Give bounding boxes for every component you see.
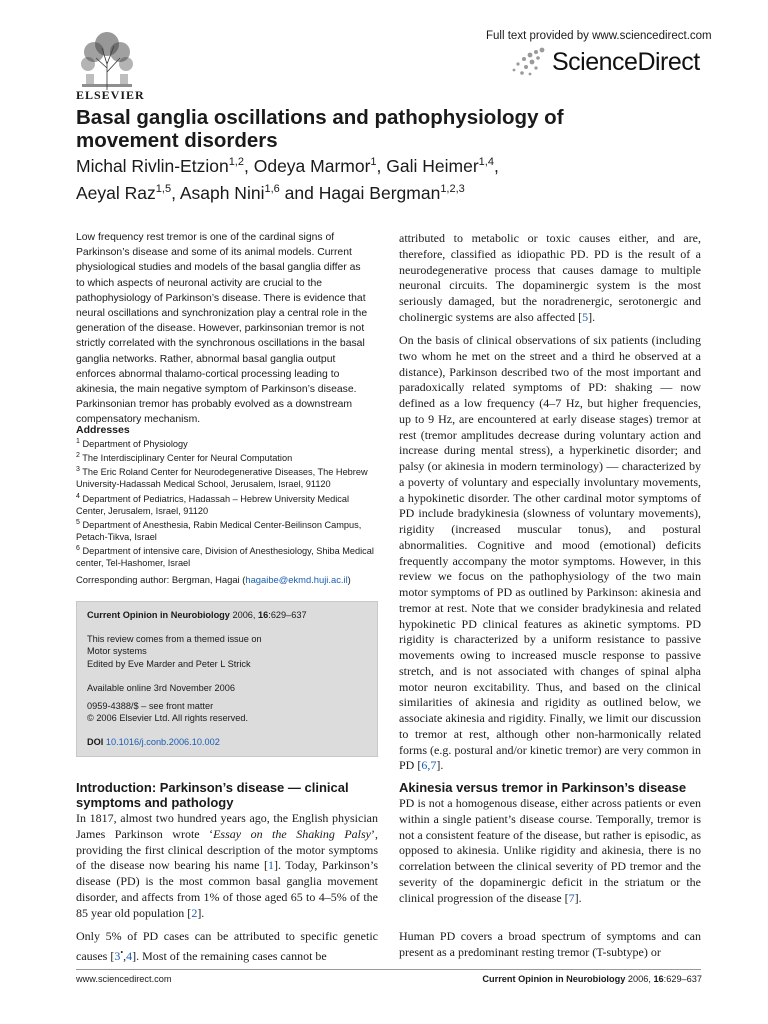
text: PD is not a homogenous disease, either across patients or even within a single patient’s disease course. Temporally, tremor is not a consistent feature of the disease, but rather is episodic, as opposed to akinesia. Unlike rigidity and akinesia, there is no correlation between the clinical severity of PD tremor and the severity of the dopaminergic deficit in the striatum or the clinical progression of the disease [ [399,796,701,905]
author-name: Odeya Marmor [253,155,371,176]
info-year: 2006, [229,610,259,620]
citation-star: • [120,947,124,957]
author-affiliation: 1,6 [264,182,280,195]
info-editors: Edited by Eve Marder and Peter L Strick [87,658,251,669]
citation-link[interactable]: 2 [191,905,198,920]
sciencedirect-brand: ScienceDirect [552,48,700,76]
author-separator: , [243,155,254,176]
address-item [76,543,376,569]
right-paragraph-2 [399,333,701,774]
right-paragraph-1 [399,231,701,326]
intro-paragraph-1 [76,811,378,921]
info-copyright: © 2006 Elsevier Ltd. All rights reserved. [87,713,248,724]
publisher-name: ELSEVIER [76,88,145,102]
author-separator: and [279,182,319,203]
author-separator: , [171,182,180,203]
doi-link[interactable]: 10.1016/j.conb.2006.10.002 [105,737,220,748]
author-name: Asaph Nini [179,182,265,203]
info-journal: Current Opinion in Neurobiology [87,610,230,620]
author-affiliation: 1,2 [228,156,244,168]
info-themed-topic: Motor systems [87,646,147,657]
corresponding-label: Corresponding author: Bergman, Hagai ( [76,574,246,585]
author-name: Gali Heimer [386,155,479,176]
citation-link[interactable]: 3 [114,948,121,963]
footer-volume: 16 [653,974,664,984]
corresponding-close: ) [347,574,351,585]
address-text: The Interdisciplinary Center for Neural Computation [82,453,293,464]
text: ]. [574,890,582,905]
address-item [76,450,376,464]
info-doi-line [87,736,367,748]
citation-link[interactable]: 7 [568,890,575,905]
address-number: 6 [76,545,80,553]
author-affiliation: 1,2,3 [440,182,465,195]
address-text: Department of intensive care, Division of Anesthesiology, Shiba Medical center, Tel-Hashomer, Israel [76,546,374,569]
author-separator: , [493,155,499,176]
text: attributed to metabolic or toxic causes either, and are, therefore, classified as idiopathic PD. PD is the result of a neurodegenerative process that causes damage to multiple neuronal circuits. The dopaminergic system is the most seriously damaged, but the noradrenergic, serotonergic and cholinergic systems are also affected [ [399,231,701,324]
address-number: 3 [76,466,80,474]
address-item [76,517,376,543]
corresponding-email-link[interactable]: hagaibe@ekmd.huji.ac.il [245,574,348,585]
author-name: Michal Rivlin-Etzion [76,155,229,176]
text: ]. [588,309,596,324]
text: On the basis of clinical observations of six patients (including two whom he met on the street and a third he observed at a distance), Parkinson described two of the most important and paradoxically related symptoms of PD: shaking — now defined as a low frequency (4–7 Hz, but higher frequencies, up to 9 Hz, are encountered at early disease stages) tremor at rest (tremor amplitudes decrease during voluntary action and increase during mental stress), a hyperkinetic disorder; and palsy (or akinesia in modern terminology) — characterized by a poverty of voluntary and especially involuntary movements, a hypokinetic disorder. The other cardinal motor symptoms of PD include bradykinesia (slowness of voluntary movements), rigidity (increased muscular tonus), and postural abnormalities. Cognitive and mood (emotional) deficits frequently accompany the motor symptoms. However, in this review we focus on the pathophysiology of the two main motor symptoms of PD as outlined by Parkinson: akinesia and tremor at rest. Note that we consider bradykinesia and related hypokinetic PD clinical features as akinetic symptoms. PD rigidity is characterized by a uniform resistance to passive movements owing to increased muscle response to passive stretch, and is not associated with changes of spinal alpha motor neuron excitability. Thus, and based on the clinical similarities of akinesia and rigidity as outlined below, we associate akinesia and rigidity. Finally, we limit our discussion to tremor at rest, although other non-harmonically related forms (e.g. postural and/or kinetic tremor) are very common in PD [ [399,333,701,773]
addresses-heading: Addresses [76,424,130,436]
author-name: Aeyal Raz [76,182,156,203]
author-separator: , [376,155,387,176]
text: ]. Today, Parkinson’s disease (PD) is the most common basal ganglia movement disorder, and affects from 1% of those aged 65 to 4–5% of the 85 year old population [ [76,858,378,920]
text: ]. Most of the remaining cases cannot be [132,948,327,963]
address-number: 2 [76,452,80,460]
akinesia-heading: Akinesia versus tremor in Parkinson’s disease [399,780,687,795]
essay-title: Essay on the Shaking Palsy [213,826,371,841]
intro-paragraph-2 [76,929,378,965]
text: , [123,948,127,963]
footer-divider [76,969,701,970]
intro-heading: Introduction: Parkinson’s disease — clinical symptoms and pathology [76,780,349,810]
address-number: 1 [76,438,80,445]
citation-link[interactable]: 6,7 [421,758,437,773]
article-info-box [76,601,378,757]
address-text: Department of Anesthesia, Rabin Medical Center-Beilinson Campus, Petach-Tikva, Israel [76,519,362,542]
address-item [76,464,376,490]
text: Only 5% of PD cases can be attributed to specific genetic causes [ [76,929,378,963]
address-text: Department of Physiology [82,439,188,450]
article-title: Basal ganglia oscillations and pathophysiology of movement disorders [76,106,564,152]
address-item [76,436,376,450]
author-affiliation: 1,4 [478,156,494,168]
author-affiliation: 1 [370,156,377,168]
citation-link[interactable]: 4 [126,948,133,963]
author-name: Hagai Bergman [318,182,441,203]
full-text-provided-note[interactable]: Full text provided by www.sciencedirect.com [486,30,712,42]
info-available: Available online 3rd November 2006 [87,682,235,693]
info-doi-label: DOI [87,737,106,748]
footer-citation [476,974,702,984]
text: ]. [197,905,205,920]
address-number: 5 [76,518,80,526]
address-text: The Eric Roland Center for Neurodegenerative Diseases, The Hebrew University-Hadassah Medical School, Jerusalem, Israel, 91120 [76,467,368,490]
abstract: Low frequency rest tremor is one of the cardinal signs of Parkinson’s disease and some of its animal models. Current physiological studies and models of the basal ganglia differ as to which aspects of neuronal activity are crucial to the pathophysiology of Parkinson’s disease. There is evidence that neural oscillations and synchronization play a central role in the generation of the disease. However, parkinsonian tremor is not strictly correlated with the synchronous oscillations in the basal ganglia networks. Rather, abnormal basal ganglia output enforces abnormal thalamo-cortical processing leading to akinesia, the main negative symptom of Parkinson’s disease. Parkinsonian tremor has probably evolved as a downstream compensatory mechanism. [76,232,368,426]
info-issn: 0959-4388/$ – see front matter [87,701,214,712]
author-affiliation: 1,5 [155,182,172,195]
citation-link[interactable]: 1 [268,858,275,873]
text: In 1817, almost two hundred years ago, the English physician James Parkinson wrote ‘ [76,811,378,841]
footer-journal: Current Opinion in Neurobiology [482,974,626,984]
address-list [76,436,376,569]
info-journal-line [87,609,367,621]
address-number: 4 [76,492,80,500]
footer-year: 2006, [625,974,654,984]
info-themed-line: This review comes from a themed issue on [87,634,262,645]
footer-pages: :629–637 [663,974,702,984]
footer-website[interactable]: www.sciencedirect.com [76,974,172,984]
text: ]. [436,758,444,773]
corresponding-author [76,574,376,585]
citation-link[interactable]: 5 [582,309,589,324]
address-text: Department of Pediatrics, Hadassah – Hebrew University Medical Center, Jerusalem, Israel, 91120 [76,493,350,516]
address-item [76,491,376,517]
elsevier-tree-logo [76,28,138,92]
sciencedirect-dots-icon [508,46,548,78]
author-list [76,151,636,205]
info-pages: :629–637 [268,610,307,620]
info-volume: 16 [258,610,269,620]
right-paragraph-4: Human PD covers a broad spectrum of symptoms and can present as a predominant resting tremor (T-subtype) or [399,929,701,959]
right-paragraph-3 [399,796,701,906]
text: ’, providing the first clinical description of the motor symptoms of the disease now bearing his name [ [76,826,378,873]
